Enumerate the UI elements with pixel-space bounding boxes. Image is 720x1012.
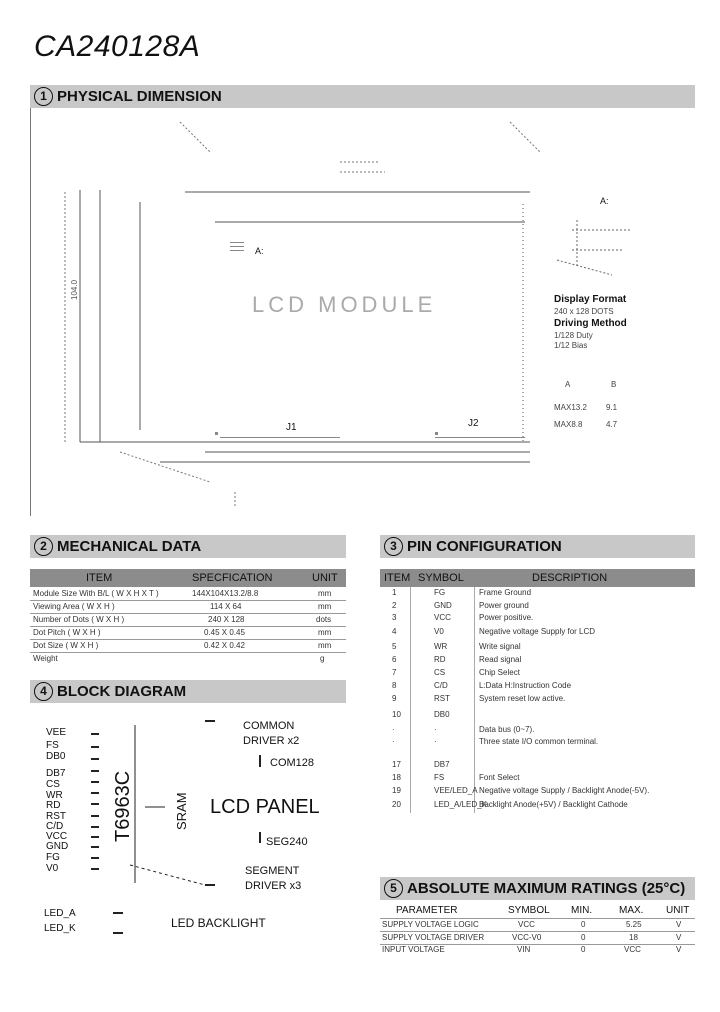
pin-item: 6 bbox=[392, 655, 397, 664]
block-input-signal: FG bbox=[46, 852, 60, 863]
pin-symbol: V0 bbox=[434, 627, 444, 636]
pin-symbol: RST bbox=[434, 694, 450, 703]
led-backlight-label: LED BACKLIGHT bbox=[171, 916, 266, 930]
header-unit: UNIT bbox=[312, 572, 338, 584]
section-label: MECHANICAL DATA bbox=[57, 538, 202, 555]
pin-symbol: C/D bbox=[434, 681, 448, 690]
ab-header-a: A bbox=[565, 380, 571, 389]
driving-method-label: Driving Method bbox=[554, 318, 627, 329]
row-param: SUPPLY VOLTAGE DRIVER bbox=[382, 933, 485, 942]
lcd-panel-label: LCD PANEL bbox=[210, 796, 320, 818]
section-label: BLOCK DIAGRAM bbox=[57, 683, 187, 700]
pin-symbol: VCC bbox=[434, 613, 451, 622]
row-unit: mm bbox=[318, 641, 332, 650]
led-k-label: LED_K bbox=[44, 923, 76, 934]
row-symbol: VCC bbox=[518, 920, 535, 929]
ab-row-2-label: MAX8.8 bbox=[554, 420, 583, 429]
pin-item: 20 bbox=[392, 800, 401, 809]
ab-row-1-b: 9.1 bbox=[606, 403, 618, 412]
row-item: Module Size With B/L ( W X H X T ) bbox=[33, 589, 159, 598]
pin-item: · bbox=[392, 725, 395, 734]
pin-symbol: RD bbox=[434, 655, 446, 664]
bias-value: 1/12 Bias bbox=[554, 341, 588, 350]
header-parameter: PARAMETER bbox=[396, 905, 458, 916]
page-title: CA240128A bbox=[34, 30, 201, 63]
header-spec: SPECFICATION bbox=[192, 572, 273, 584]
row-spec: 114 X 64 bbox=[210, 602, 242, 611]
row-unit: mm bbox=[318, 589, 332, 598]
detail-a-title: A: bbox=[600, 196, 609, 206]
header-item: ITEM bbox=[384, 572, 411, 584]
controller-label: T6963C bbox=[112, 770, 134, 842]
section-left-border bbox=[30, 108, 31, 516]
pin-item: 18 bbox=[392, 773, 401, 782]
mechanical-table-header bbox=[30, 569, 346, 587]
pin-description: Read signal bbox=[479, 655, 522, 664]
pin-symbol: DB0 bbox=[434, 710, 450, 719]
ab-row-1-label: MAX13.2 bbox=[554, 403, 587, 412]
pin-description: Negative voltage Supply / Backlight Anode(-5V). bbox=[479, 786, 650, 795]
row-spec: 144X104X13.2/8.8 bbox=[192, 589, 259, 598]
lcd-module-label: LCD MODULE bbox=[252, 292, 437, 317]
row-max: 18 bbox=[629, 933, 638, 942]
block-input-signal: DB7 bbox=[46, 768, 66, 779]
row-max: VCC bbox=[624, 945, 641, 954]
pin-description: Power positive. bbox=[479, 613, 534, 622]
header-min: MIN. bbox=[571, 905, 593, 916]
block-input-signal: CS bbox=[46, 779, 60, 790]
pin-table-header bbox=[380, 569, 695, 587]
block-input-signal: WR bbox=[46, 790, 63, 801]
pin-description: Three state I/O common terminal. bbox=[479, 737, 599, 746]
seg-label: SEG240 bbox=[266, 836, 308, 848]
pin-item: 3 bbox=[392, 613, 397, 622]
header-symbol: SYMBOL bbox=[418, 572, 464, 584]
pin-description: Chip Select bbox=[479, 668, 520, 677]
section-physical-dimension bbox=[30, 85, 695, 108]
com-label: COM128 bbox=[270, 757, 315, 769]
pin-description: Data bus (0~7). bbox=[479, 725, 535, 734]
block-input-signal: V0 bbox=[46, 863, 59, 874]
row-symbol: VIN bbox=[517, 945, 531, 954]
display-format-label: Display Format bbox=[554, 294, 627, 305]
row-min: 0 bbox=[581, 933, 586, 942]
led-a-label: LED_A bbox=[44, 908, 76, 919]
pin-symbol: GND bbox=[434, 601, 452, 610]
sram-label: SRAM bbox=[174, 792, 189, 830]
row-item: Viewing Area ( W X H ) bbox=[33, 602, 115, 611]
row-symbol: VCC-V0 bbox=[512, 933, 542, 942]
pin-item: 8 bbox=[392, 681, 397, 690]
row-unit: mm bbox=[318, 602, 332, 611]
common-driver-label-2: DRIVER x2 bbox=[243, 735, 300, 747]
row-param: SUPPLY VOLTAGE LOGIC bbox=[382, 920, 479, 929]
row-unit: V bbox=[676, 945, 682, 954]
row-divider bbox=[30, 639, 346, 640]
row-unit: V bbox=[676, 933, 682, 942]
pin-symbol: DB7 bbox=[434, 760, 450, 769]
row-divider bbox=[30, 613, 346, 614]
row-spec: 240 X 128 bbox=[208, 615, 245, 624]
row-item: Number of Dots ( W X H ) bbox=[33, 615, 125, 624]
row-item: Dot Size ( W X H ) bbox=[33, 641, 99, 650]
pin-item: 17 bbox=[392, 760, 401, 769]
section-pin-configuration bbox=[380, 535, 695, 558]
pin-item: · bbox=[392, 737, 395, 746]
pin-symbol: WR bbox=[434, 642, 448, 651]
block-input-signal: C/D bbox=[46, 821, 64, 832]
pin-symbol: FG bbox=[434, 588, 446, 597]
pin-item: 9 bbox=[392, 694, 397, 703]
block-input-signal: VCC bbox=[46, 831, 68, 842]
block-input-signal: VEE bbox=[46, 727, 67, 738]
section-number: 3 bbox=[384, 537, 403, 556]
pin-description: Backlight Anode(+5V) / Backlight Cathode bbox=[479, 800, 628, 809]
pin-item: 2 bbox=[392, 601, 397, 610]
ab-header-b: B bbox=[611, 380, 617, 389]
block-input-signal: GND bbox=[46, 841, 69, 852]
display-format-value: 240 x 128 DOTS bbox=[554, 307, 614, 316]
block-input-signal: RD bbox=[46, 800, 61, 811]
pin-col-divider bbox=[410, 587, 411, 813]
row-unit: dots bbox=[316, 615, 332, 624]
section-label: PHYSICAL DIMENSION bbox=[57, 88, 222, 105]
row-min: 0 bbox=[581, 920, 586, 929]
row-param: INPUT VOLTAGE bbox=[382, 945, 445, 954]
pin-description: Write signal bbox=[479, 642, 521, 651]
section-number: 5 bbox=[384, 879, 403, 898]
row-min: 0 bbox=[581, 945, 586, 954]
row-unit: g bbox=[320, 654, 325, 663]
pin-item: 19 bbox=[392, 786, 401, 795]
header-unit: UNIT bbox=[666, 905, 690, 916]
section-mechanical-data bbox=[30, 535, 346, 558]
row-spec: 0.42 X 0.42 bbox=[204, 641, 245, 650]
row-divider bbox=[380, 931, 695, 932]
section-absolute-max-ratings bbox=[380, 877, 695, 900]
header-max: MAX. bbox=[619, 905, 644, 916]
pin-description: Power ground bbox=[479, 601, 529, 610]
pin-item: 1 bbox=[392, 588, 397, 597]
pin-symbol: VEE/LED_A bbox=[434, 786, 478, 795]
section-block-diagram bbox=[30, 680, 346, 703]
pin-symbol: LED_A/LED_K bbox=[434, 800, 487, 809]
duty-value: 1/128 Duty bbox=[554, 331, 593, 340]
pin-col-divider bbox=[474, 587, 475, 813]
segment-driver-label-1: SEGMENT bbox=[245, 865, 300, 877]
segment-driver-label-2: DRIVER x3 bbox=[245, 880, 302, 892]
pin-description: Font Select bbox=[479, 773, 520, 782]
ab-row-2-b: 4.7 bbox=[606, 420, 618, 429]
header-item: ITEM bbox=[86, 572, 113, 584]
pin-symbol: · bbox=[434, 725, 437, 734]
pin-item: 5 bbox=[392, 642, 397, 651]
detail-a-marker: A: bbox=[255, 246, 264, 256]
connector-j2-label: J2 bbox=[468, 418, 479, 429]
block-input-signal: RST bbox=[46, 811, 66, 822]
pin-symbol: CS bbox=[434, 668, 446, 677]
row-max: 5.25 bbox=[626, 920, 642, 929]
pin-item: 10 bbox=[392, 710, 401, 719]
section-number: 4 bbox=[34, 682, 53, 701]
row-divider bbox=[30, 600, 346, 601]
detail-a-drawing bbox=[552, 205, 642, 280]
section-label: ABSOLUTE MAXIMUM RATINGS (25°C) bbox=[407, 880, 686, 897]
block-input-signal: FS bbox=[46, 740, 59, 751]
row-divider bbox=[30, 626, 346, 627]
pin-symbol: FS bbox=[434, 773, 445, 782]
row-spec: 0.45 X 0.45 bbox=[204, 628, 245, 637]
header-symbol: SYMBOL bbox=[508, 905, 550, 916]
pin-description: Frame Ground bbox=[479, 588, 532, 597]
pin-description: L:Data H:Instruction Code bbox=[479, 681, 572, 690]
common-driver-label-1: COMMON bbox=[243, 720, 295, 732]
block-input-signal: DB0 bbox=[46, 751, 66, 762]
pin-item: 7 bbox=[392, 668, 397, 677]
section-label: PIN CONFIGURATION bbox=[407, 538, 562, 555]
row-unit: mm bbox=[318, 628, 332, 637]
dimension-height: 104.0 bbox=[70, 279, 79, 300]
pin-item: 4 bbox=[392, 627, 397, 636]
section-number: 1 bbox=[34, 87, 53, 106]
connector-j1-label: J1 bbox=[286, 422, 297, 433]
row-divider bbox=[30, 652, 346, 653]
pin-symbol: · bbox=[434, 737, 437, 746]
row-unit: V bbox=[676, 920, 682, 929]
pin-description: Negative voltage Supply for LCD bbox=[479, 627, 596, 636]
header-description: DESCRIPTION bbox=[532, 572, 608, 584]
row-item: Dot Pitch ( W X H ) bbox=[33, 628, 101, 637]
row-item: Weight bbox=[33, 654, 58, 663]
pin-description: System reset low active. bbox=[479, 694, 566, 703]
row-divider bbox=[380, 918, 695, 919]
section-number: 2 bbox=[34, 537, 53, 556]
